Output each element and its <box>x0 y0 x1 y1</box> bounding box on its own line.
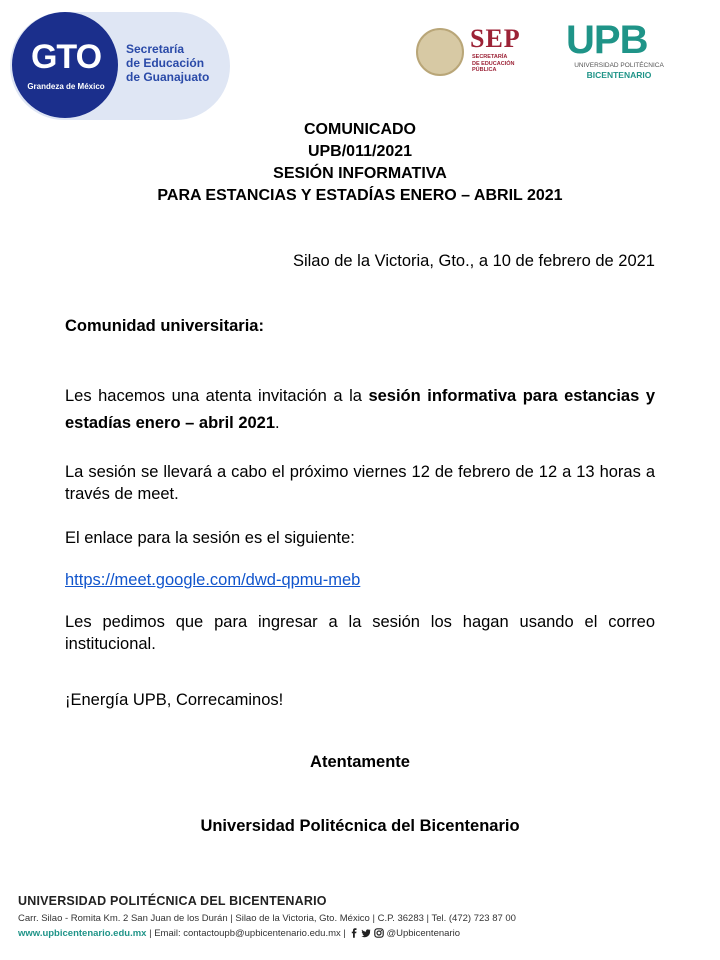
twitter-icon[interactable] <box>361 928 371 938</box>
paragraph-instructions: Les pedimos que para ingresar a la sesión los hagan usando el correo institucional. <box>65 613 655 653</box>
gto-secretaria-line: Secretaría <box>126 42 185 56</box>
meet-link[interactable]: https://meet.google.com/dwd-qpmu-meb <box>65 571 361 589</box>
invitation-end: . <box>275 414 280 432</box>
mexico-seal-icon <box>416 28 464 76</box>
gto-logo-word: GTO <box>30 38 102 76</box>
salutation: Comunidad universitaria: <box>65 317 264 335</box>
signature: Universidad Politécnica del Bicentenario <box>200 817 520 835</box>
gto-secretaria-text <box>126 42 230 84</box>
facebook-icon[interactable] <box>349 928 359 938</box>
gto-secretaria-line: de Guanajuato <box>126 70 210 84</box>
upb-logo-subtitle: UNIVERSIDAD POLITÉCNICA <box>574 62 664 69</box>
footer-title: UNIVERSIDAD POLITÉCNICA DEL BICENTENARIO <box>18 894 327 908</box>
doc-title-sesion: SESIÓN INFORMATIVA <box>273 165 447 182</box>
footer-email: | Email: contactoupb@upbicentenario.edu.mx | <box>146 928 349 939</box>
sep-logo-subtitle <box>472 54 542 74</box>
invitation-text: Les hacemos una atenta invitación a la <box>65 387 369 405</box>
invitation-highlight: sesión informativa para estancias y estadías enero – abril 2021 <box>65 387 655 432</box>
footer-contact-line <box>18 928 460 939</box>
paragraph-link-intro: El enlace para la sesión es el siguiente: <box>65 529 355 547</box>
gto-secretaria-line: de Educación <box>126 56 205 70</box>
upb-logo-subtitle-bicentenario: BICENTENARIO <box>586 70 652 80</box>
closing: Atentamente <box>310 753 410 771</box>
doc-reference-number: UPB/011/2021 <box>307 143 413 160</box>
paragraph-invitation <box>65 383 655 437</box>
sep-logo-word: SEP <box>470 24 521 53</box>
sep-subtitle-line: DE EDUCACIÓN <box>472 60 515 67</box>
sep-subtitle-line: SECRETARÍA <box>472 54 508 60</box>
instagram-icon[interactable] <box>374 928 384 938</box>
upb-logo-word: UPB <box>566 18 648 62</box>
gto-logo-tagline: Grandeza de México <box>27 82 105 91</box>
footer-address: Carr. Silao - Romita Km. 2 San Juan de los Durán | Silao de la Victoria, Gto. México | C.P. 36283 | Tel. (472) 723 87 00 <box>18 913 516 924</box>
doc-title-estancias: PARA ESTANCIAS Y ESTADÍAS ENERO – ABRIL 2021 <box>157 187 563 204</box>
sep-subtitle-line: PÚBLICA <box>472 67 497 73</box>
doc-title-comunicado: COMUNICADO <box>304 121 416 138</box>
date-line: Silao de la Victoria, Gto., a 10 de febrero de 2021 <box>292 252 655 270</box>
paragraph-schedule: La sesión se llevará a cabo el próximo viernes 12 de febrero de 12 a 13 horas a través de meet. <box>65 463 655 503</box>
link-container <box>65 569 655 591</box>
paragraph-motto: ¡Energía UPB, Correcaminos! <box>65 691 284 709</box>
footer-website-link[interactable]: www.upbicentenario.edu.mx <box>18 928 147 939</box>
footer-social-handle: @Upbicentenario <box>386 928 460 939</box>
